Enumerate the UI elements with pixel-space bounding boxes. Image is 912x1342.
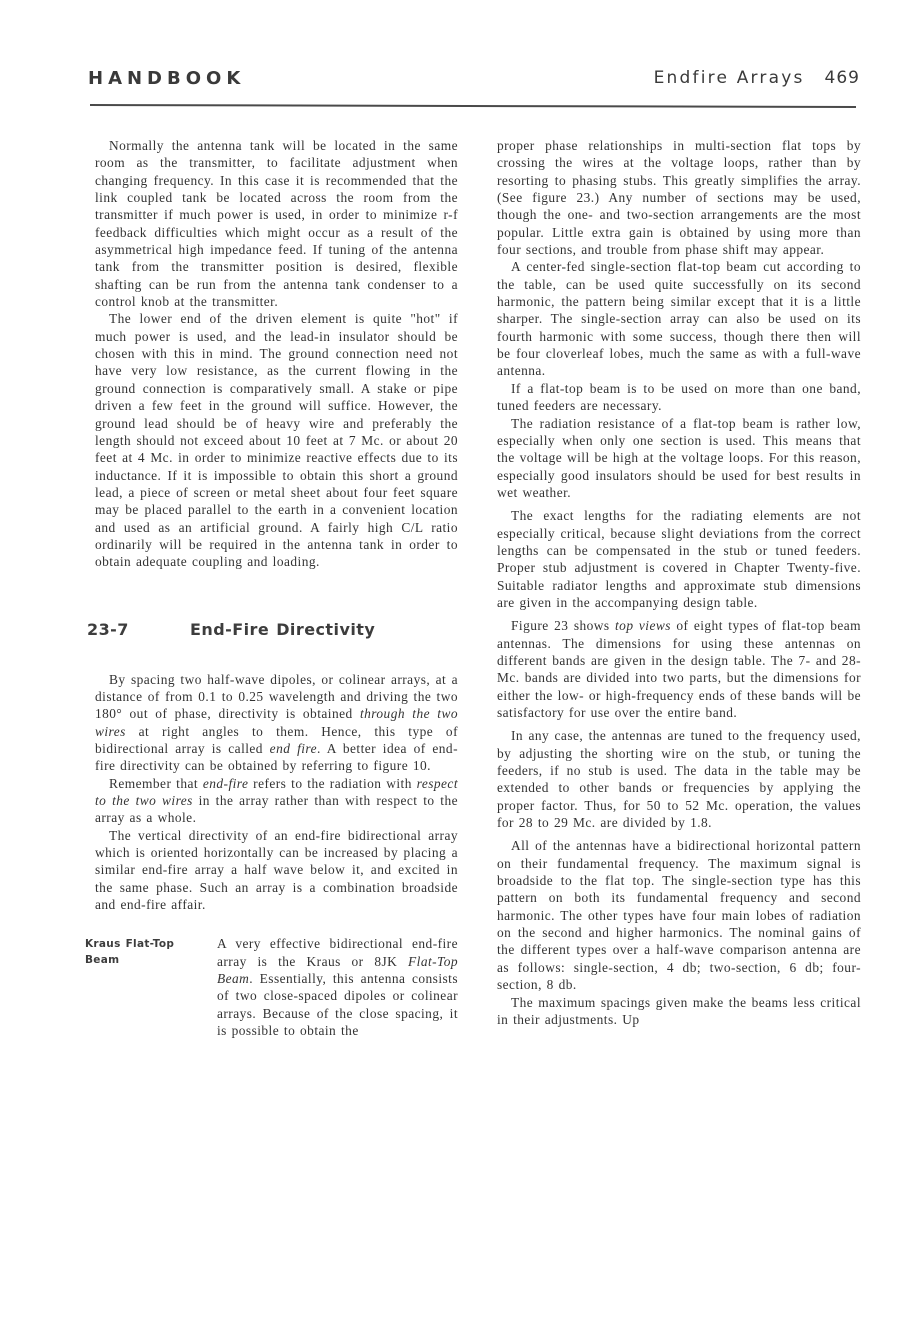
paragraph: The radiation resistance of a flat-top beam is rather low, especially when only one section is used. This means that the voltage will be high at the voltage loops. For this reason, especially good insulators should be used for best results in wet weather.	[497, 415, 861, 500]
sidehead-line: Kraus Flat-Top	[85, 938, 175, 951]
text-run: A very effective bidirectional end-fire array is the Kraus or 8JK	[217, 936, 458, 969]
text-run: By spacing two half-wave dipoles, or colinear arrays, at a distance of from 0.1 to 0.25 wavelength and driving the two 180° out of phase, directivity is obtained	[95, 671, 458, 722]
paragraph	[497, 617, 861, 721]
paragraph	[217, 935, 458, 1039]
paragraph	[95, 671, 458, 775]
sidehead-block	[85, 935, 458, 1039]
emphasis: end-fire	[202, 775, 249, 791]
left-column	[85, 137, 459, 1039]
emphasis: through the two wires	[95, 706, 459, 739]
right-column	[497, 137, 861, 1028]
paragraph: If a flat-top beam is to be used on more than one band, tuned feeders are necessary.	[497, 380, 861, 414]
paragraph: The exact lengths for the radiating elements are not especially critical, because slight deviations from the correct lengths can be compensated in the stub or tuned feeders. Proper stub adjustment is covered in Chapter Twenty-five. Suitable radiator lengths and approximate stub dimensions are given in the accompanying design table.	[497, 508, 861, 610]
emphasis: top views	[615, 618, 671, 634]
emphasis: Flat-Top Beam	[217, 953, 458, 987]
text-run: . A better idea of end-fire directivity can be obtained by referring to figure 10.	[95, 740, 458, 774]
chapter-header	[654, 68, 860, 88]
section-title: End-Fire Directivity	[190, 619, 376, 639]
emphasis: end fire	[269, 740, 317, 756]
section-number: 23-7	[87, 619, 129, 639]
paragraph: The vertical directivity of an end-fire bidirectional array which is oriented horizontally can be increased by placing a similar end-fire array a half wave below it, and excited in the same phase. Such an array is a combination broadside and end-fire affair.	[95, 827, 458, 913]
book-title: HANDBOOK	[88, 68, 246, 89]
text-run: . Essentially, this antenna consists of two close-spaced dipoles or colinear arrays. Because of the close spacing, it is possible to obtain the	[217, 971, 458, 1039]
sidehead-line: Beam	[85, 954, 120, 967]
paragraph: In any case, the antennas are tuned to the frequency used, by adjusting the shorting wire on the stub, or tuning the feeders, if no stub is used. The data in the table may be extended to other bands or frequencies by applying the proper factor. Thus, for 50 to 52 Mc. operation, the values for 28 to 29 Mc. are divided by 1.8.	[497, 728, 861, 831]
sidehead	[85, 936, 195, 968]
text-run: refers to the radiation with	[248, 775, 417, 791]
paragraph: All of the antennas have a bidirectional horizontal pattern on their fundamental frequency. The maximum signal is broadside to the flat top. The single-section type has this pattern on both its fundamental frequency and second harmonic. The other types have four main lobes of radiation on the second and higher harmonics. The nominal gains of the different types over a half-wave comparison antenna are as follows: single-section, 4 db; two-section, 6 db; four-section, 8 db.	[497, 838, 861, 993]
paragraph: Normally the antenna tank will be located in the same room as the transmitter, to facilitate adjustment when changing frequency. In this case it is recommended that the link coupled tank be located across the room from the transmitter if much power is used, in order to minimize r-f feedback difficulties which might occur as a result of the asymmetrical high impedance feed. If tuning of the antenna tank from the transmitter position is desired, flexible shafting can be run from the antenna tank condenser to a control knob at the transmitter.	[95, 138, 458, 310]
text-run: in the array rather than with respect to the array as a whole.	[95, 793, 458, 826]
paragraph	[95, 775, 458, 827]
paragraph: The lower end of the driven element is quite "hot" if much power is used, and the lead-in insulator should be chosen with this in mind. The ground connection need not have very low resistance, as the current flowing in the ground connection is comparatively small. A stake or pipe driven a few feet in the ground will suffice. However, the ground lead should be of heavy wire and preferably the length should not exceed about 10 feet at 7 Mc. or about 20 feet at 4 Mc. in order to minimize reactive effects due to its inductance. If it is impossible to obtain this short a ground lead, a piece of screen or metal sheet about four feet square may be placed parallel to the earth in a convenient location and used as an artificial ground. A fairly high C/L ratio ordinarily will be required in the antenna tank in order to obtain adequate coupling and loading.	[95, 311, 458, 570]
text-run: of eight types of flat-top beam antennas. The dimensions for using these antennas on different bands are given in the design table. The 7- and 28-Mc. bands are divided into two parts, but the dimensions for either the low- or high-frequency ends of these bands will be satisfactory for use over the entire band.	[497, 618, 861, 720]
text-run: Figure 23 shows	[511, 618, 615, 634]
section-heading	[87, 619, 458, 643]
text-run: at right angles to them. Hence, this type of bidirectional array is called	[95, 723, 458, 756]
running-header	[88, 68, 860, 98]
paragraph: The maximum spacings given make the beams less critical in their adjustments. Up	[497, 994, 861, 1027]
page-number: 469	[824, 68, 860, 88]
header-rule	[90, 104, 856, 108]
paragraph: proper phase relationships in multi-section flat tops by crossing the wires at the voltage loops, rather than by resorting to phasing stubs. This greatly simplifies the array. (See figure 23.) Any number of sections may be used, though the one- and two-section arrangements are the most popular. Little extra gain is obtained by using more than four sections, and trouble from phase shift may appear.	[497, 138, 861, 258]
chapter-title: Endfire Arrays	[653, 68, 805, 88]
text-run: Remember that	[109, 775, 203, 791]
emphasis: respect to the two wires	[95, 775, 458, 808]
paragraph: A center-fed single-section flat-top beam cut according to the table, can be used quite successfully on its second harmonic, the pattern being similar except that it is a little sharper. The single-section array can also be used on its fourth harmonic with some success, though there then will be four cloverleaf lobes, much the same as with a full-wave antenna.	[497, 259, 861, 379]
